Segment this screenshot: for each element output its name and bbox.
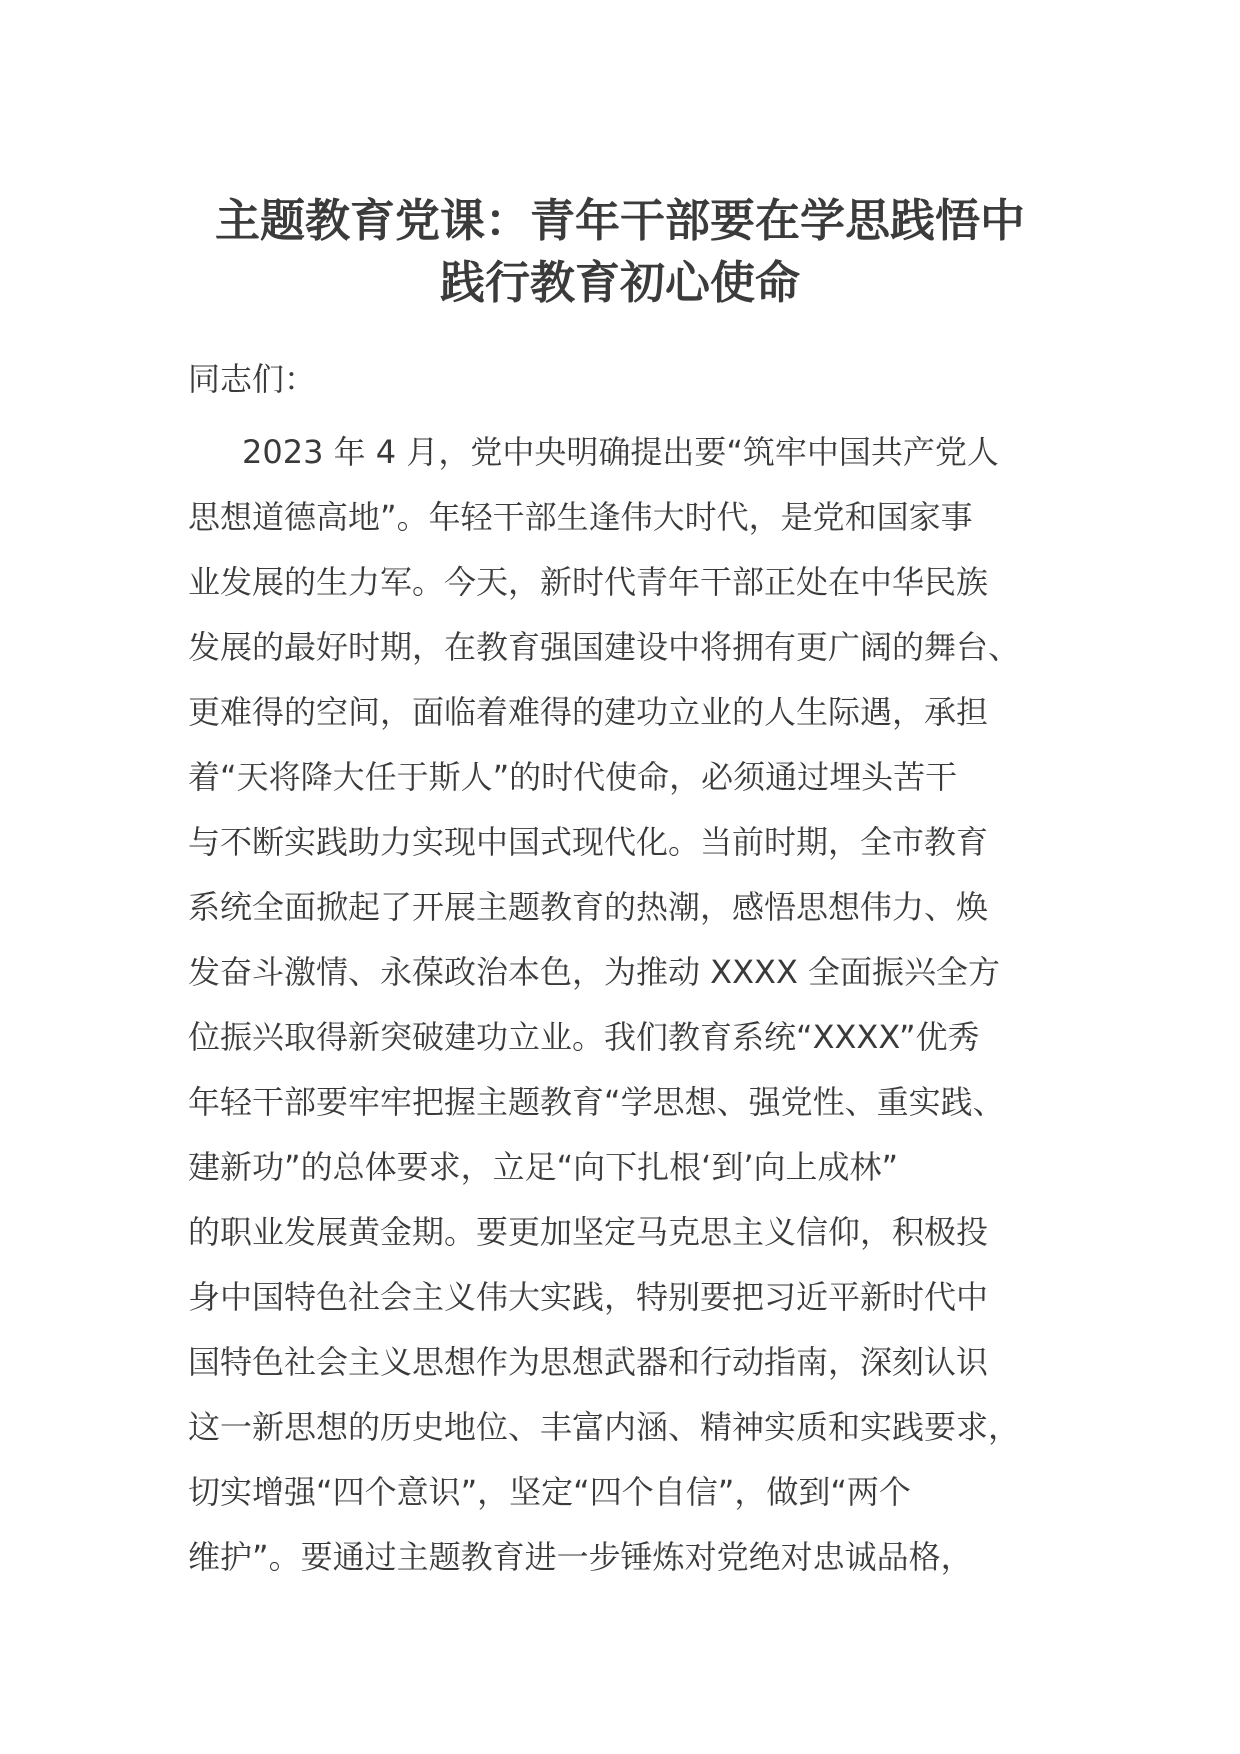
paragraph-line: 维护”。要通过主题教育进一步锤炼对党绝对忠诚品格， — [188, 1538, 973, 1576]
paragraph-line: 建新功”的总体要求，立足“向下扎根‘到’向上成林” — [188, 1148, 899, 1186]
paragraph-line: 思想道德高地”。年轻干部生逢伟大时代，是党和国家事 — [188, 498, 973, 536]
paragraph-line: 年轻干部要牢牢把握主题教育“学思想、强党性、重实践、 — [188, 1083, 1005, 1121]
paragraph-line: 国特色社会主义思想作为思想武器和行动指南，深刻认识 — [188, 1343, 989, 1381]
paragraph-line: 更难得的空间，面临着难得的建功立业的人生际遇，承担 — [188, 693, 989, 731]
paragraph-line: 着“天将降大任于斯人”的时代使命，必须通过埋头苦干 — [188, 758, 958, 796]
paragraph-line: 与不断实践助力实现中国式现代化。当前时期，全市教育 — [188, 823, 989, 861]
paragraph-line: 业发展的生力军。今天，新时代青年干部正处在中华民族 — [188, 563, 989, 601]
paragraph-line: 的职业发展黄金期。要更加坚定马克思主义信仰，积极投 — [188, 1213, 989, 1251]
paragraph-line: 2023 年 4 月，党中央明确提出要“筑牢中国共产党人 — [242, 433, 999, 471]
paragraph-line: 位振兴取得新突破建功立业。我们教育系统“XXXX”优秀 — [188, 1018, 980, 1056]
salutation: 同志们： — [188, 360, 317, 398]
title-line-2: 践行教育初心使命 — [439, 256, 800, 309]
paragraph-line: 系统全面掀起了开展主题教育的热潮，感悟思想伟力、焕 — [188, 888, 989, 926]
paragraph-line: 发奋斗激情、永葆政治本色，为推动 XXXX 全面振兴全方 — [188, 953, 1001, 991]
paragraph-line: 身中国特色社会主义伟大实践，特别要把习近平新时代中 — [188, 1278, 989, 1316]
title-line-1: 主题教育党课：青年干部要在学思践悟中 — [214, 194, 1025, 247]
body-paragraph — [188, 420, 1068, 1590]
document-title — [150, 190, 1090, 314]
paragraph-line: 切实增强“四个意识”，坚定“四个自信”，做到“两个 — [188, 1473, 911, 1511]
paragraph-line: 这一新思想的历史地位、丰富内涵、精神实质和实践要求， — [188, 1408, 1021, 1446]
paragraph-line: 发展的最好时期，在教育强国建设中将拥有更广阔的舞台、 — [188, 628, 1021, 666]
